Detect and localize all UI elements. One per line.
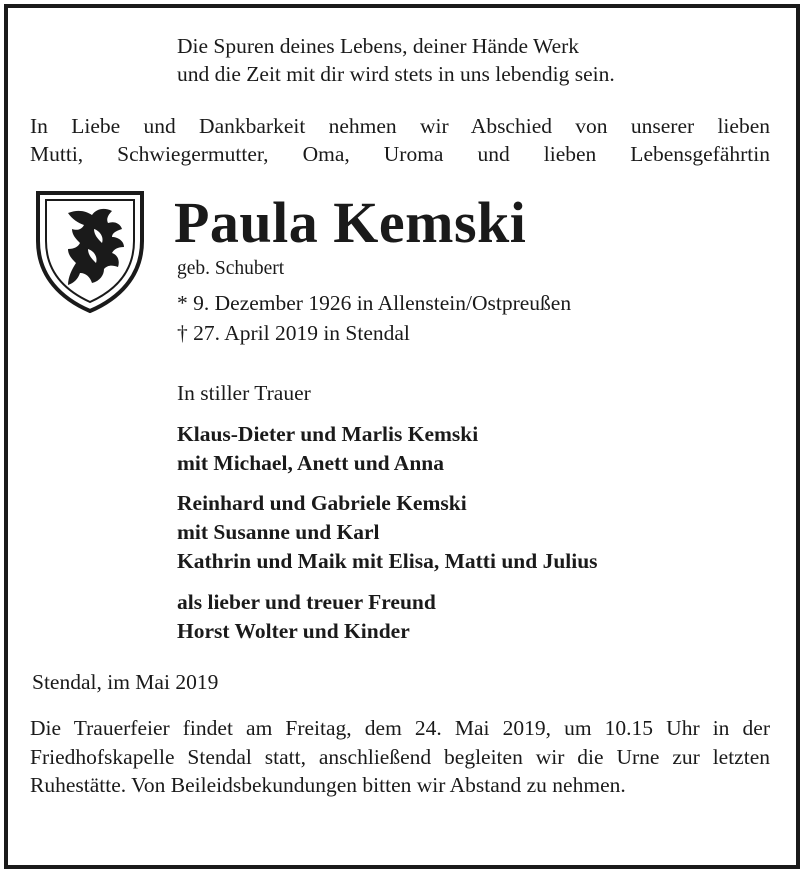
coat-of-arms-shield-icon bbox=[34, 189, 146, 315]
mourner-line: mit Michael, Anett und Anna bbox=[177, 451, 444, 475]
funeral-notice: Die Trauerfeier findet am Freitag, dem 24. Mai 2019, um 10.15 Uhr in der Friedhofskapelle Stendal statt, anschließend begleiten wir die Urne zur letzten Ruhestätte. Von Beileidsbekundungen bitten wir Abstand zu nehmen. bbox=[30, 716, 770, 797]
mourner-line: Kathrin und Maik mit Elisa, Matti und Julius bbox=[177, 549, 598, 573]
birth-name: geb. Schubert bbox=[177, 258, 285, 279]
mourner-line: Horst Wolter und Kinder bbox=[177, 619, 410, 643]
mourner-line: Klaus-Dieter und Marlis Kemski bbox=[177, 422, 479, 446]
death-date: † 27. April 2019 in Stendal bbox=[177, 321, 410, 345]
mourner-line: mit Susanne und Karl bbox=[177, 520, 380, 544]
mourner-line: als lieber und treuer Freund bbox=[177, 590, 436, 614]
intro-line-1: In Liebe und Dankbarkeit nehmen wir Abschied von unserer lieben bbox=[30, 114, 770, 138]
intro-line-2: Mutti, Schwiegermutter, Oma, Uroma und lieben Lebensgefährtin bbox=[30, 142, 770, 166]
deceased-name: Paula Kemski bbox=[174, 190, 527, 255]
place-date: Stendal, im Mai 2019 bbox=[32, 670, 219, 694]
verse-line-1: Die Spuren deines Lebens, deiner Hände Werk bbox=[177, 34, 580, 58]
verse-line-2: und die Zeit mit dir wird stets in uns lebendig sein. bbox=[177, 62, 615, 86]
mourning-intro: In stiller Trauer bbox=[177, 381, 311, 405]
mourner-line: Reinhard und Gabriele Kemski bbox=[177, 491, 467, 515]
birth-date: * 9. Dezember 1926 in Allenstein/Ostpreußen bbox=[177, 291, 572, 315]
